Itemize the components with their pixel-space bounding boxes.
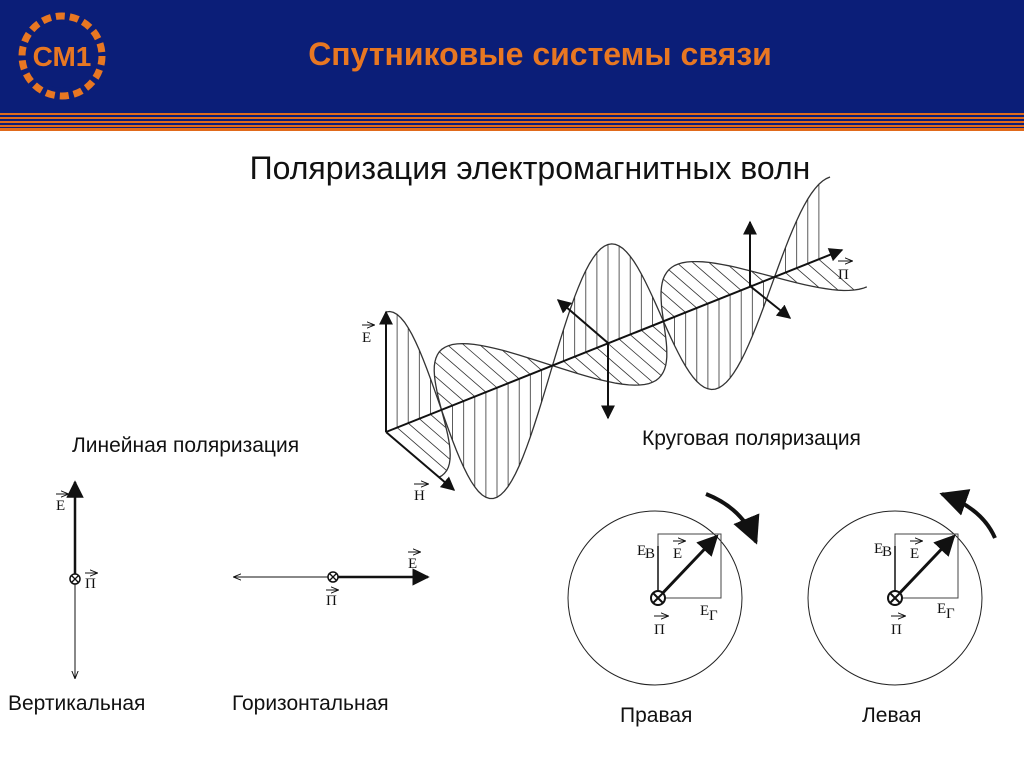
label-horizontal: Горизонтальная bbox=[232, 692, 389, 715]
h-hatch-line bbox=[586, 352, 623, 384]
right-eg-symbol: E bbox=[700, 603, 710, 619]
right-ev-symbol: E bbox=[637, 543, 647, 559]
right-circular-polarization bbox=[568, 494, 756, 685]
h-hatch-line bbox=[448, 346, 497, 388]
label-left: Левая bbox=[862, 704, 922, 727]
h-hatch-line bbox=[662, 306, 675, 317]
logo-text: СМ1 bbox=[32, 41, 92, 72]
h-hatch-line bbox=[619, 339, 661, 375]
label-linear-polarization: Линейная поляризация bbox=[72, 434, 300, 457]
h-hatch-line bbox=[641, 330, 667, 352]
h-hatch-line bbox=[678, 264, 719, 299]
symbol-p: П bbox=[838, 267, 849, 283]
left-eg-symbol: E bbox=[937, 601, 947, 617]
e-field-wave bbox=[386, 177, 830, 499]
left-e-symbol: E bbox=[910, 546, 920, 562]
h-hatch-line bbox=[630, 335, 665, 366]
left-p-symbol: П bbox=[891, 622, 902, 638]
wave-3d bbox=[362, 177, 867, 504]
propagation-axis bbox=[386, 250, 842, 432]
right-p-symbol: П bbox=[654, 622, 665, 638]
right-eg-subscript: Г bbox=[709, 608, 718, 624]
h-field-wave bbox=[397, 259, 867, 477]
symbol-e: E bbox=[362, 330, 372, 346]
h-hatch-line bbox=[435, 362, 475, 397]
left-circular-polarization bbox=[808, 494, 995, 685]
left-ev-symbol: E bbox=[874, 541, 884, 557]
h-hatch-line bbox=[709, 262, 741, 290]
label-vertical: Вертикальная bbox=[8, 692, 146, 715]
h-hatch-line bbox=[481, 345, 520, 378]
horizontal-p-symbol: П bbox=[326, 593, 337, 609]
right-e-symbol: E bbox=[673, 546, 683, 562]
h-hatch-line bbox=[597, 348, 640, 385]
label-circular-polarization: Круговая поляризация bbox=[642, 427, 861, 450]
label-right: Правая bbox=[620, 704, 693, 727]
h-hatch-line bbox=[819, 259, 854, 290]
h-hatch-line bbox=[663, 279, 697, 308]
h-hatch-line bbox=[661, 291, 686, 312]
h-hatch-line bbox=[692, 262, 730, 295]
vertical-polarization bbox=[56, 482, 97, 678]
left-eg-subscript: Г bbox=[946, 606, 955, 622]
h-hatch-line bbox=[652, 326, 665, 338]
left-ev-subscript: В bbox=[882, 544, 893, 560]
right-ev-subscript: В bbox=[645, 546, 656, 562]
vertical-p-symbol: П bbox=[85, 576, 96, 592]
h-hatch-line bbox=[408, 423, 450, 459]
h-axis-arrow bbox=[386, 432, 454, 490]
page-title: Спутниковые системы связи bbox=[308, 36, 772, 72]
vertical-e-symbol: E bbox=[56, 498, 66, 514]
symbol-h: H bbox=[414, 488, 425, 504]
horizontal-e-symbol: E bbox=[408, 556, 418, 572]
horizontal-polarization bbox=[234, 552, 428, 609]
slide-subtitle: Поляризация электромагнитных волн bbox=[249, 150, 811, 186]
h-hatch-line bbox=[669, 270, 708, 304]
h-wave-curve bbox=[434, 262, 867, 478]
